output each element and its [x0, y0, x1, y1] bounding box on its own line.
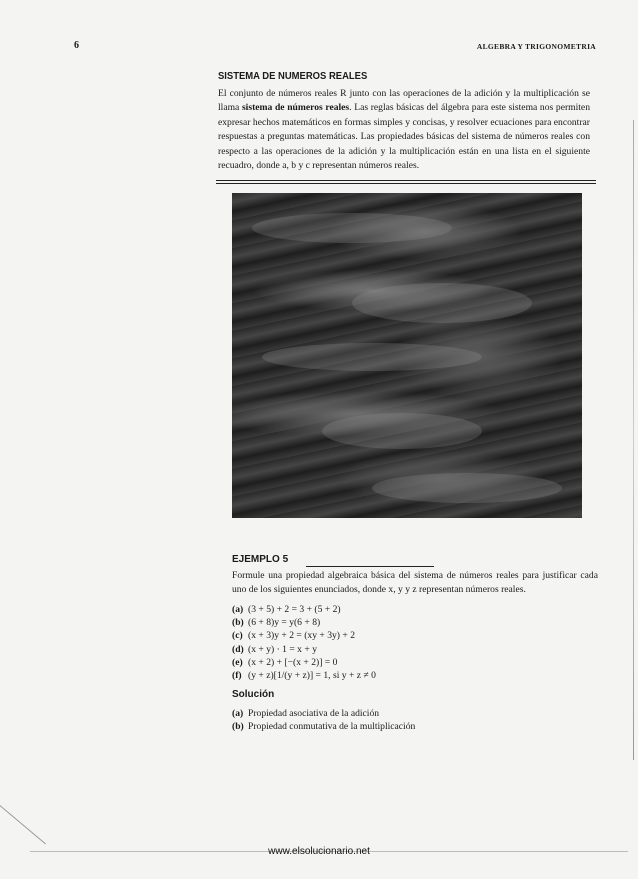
- example-item: [232, 603, 376, 616]
- footer-url[interactable]: www.elsolucionario.net: [268, 846, 370, 857]
- image-smear: [352, 283, 532, 323]
- example-item: [232, 643, 376, 656]
- intro-bold-term: sistema de números reales: [241, 102, 350, 114]
- solution-heading: Solución: [232, 689, 275, 700]
- example-item: [232, 629, 376, 642]
- example-items: [232, 603, 376, 682]
- item-text: Propiedad asociativa de la adición: [248, 708, 380, 719]
- example-item: [232, 616, 376, 629]
- image-smear: [322, 413, 482, 449]
- box-top-rule: [216, 180, 596, 181]
- item-text: (6 + 8)y = y(6 + 8): [248, 617, 321, 629]
- example-statement: Formule una propiedad algebraica básica del sistema de números reales para justificar cada uno de los siguientes enunciados, donde x, y y z representan números reales.: [232, 570, 598, 596]
- box-top-rule-2: [216, 183, 596, 184]
- item-label: (f): [232, 670, 242, 682]
- item-text: (x + 2) + [−(x + 2)] = 0: [248, 656, 338, 668]
- item-text: Propiedad conmutativa de la multiplicación: [248, 721, 416, 733]
- item-text: (3 + 5) + 2 = 3 + (5 + 2): [248, 604, 341, 615]
- properties-box-image: [232, 193, 582, 518]
- image-smear: [262, 343, 482, 371]
- solution-item: [232, 720, 415, 733]
- solution-item: [232, 707, 415, 720]
- item-text: (y + z)[1/(y + z)] = 1, si y + z ≠ 0: [248, 670, 376, 682]
- scan-edge-right: [633, 120, 634, 760]
- item-label: (d): [232, 643, 244, 655]
- item-label: (b): [232, 617, 244, 629]
- example-heading-rule: [306, 566, 434, 567]
- item-label: (b): [232, 721, 244, 733]
- item-label: (a): [232, 604, 244, 615]
- solution-items: [232, 707, 415, 733]
- item-text: (x + 3)y + 2 = (xy + 3y) + 2: [248, 630, 355, 642]
- image-smear: [372, 473, 562, 503]
- example-heading: EJEMPLO 5: [232, 554, 289, 565]
- intro-text-end: . Las reglas básicas del álgebra para este sistema nos permiten expresar hechos matemáticos en formas simples y concisas, y resolver ecuaciones para encontrar respuestas a preguntas matemáticas. Las propiedades básicas del sistema de números reales con respecto a las operaciones de la adición y la multiplicación están en una lista en el siguiente recuadro, donde a, b y c representan números reales.: [218, 102, 590, 172]
- running-head: ALGEBRA Y TRIGONOMETRIA: [476, 42, 596, 51]
- item-label: (e): [232, 656, 243, 668]
- page-number: 6: [74, 40, 79, 51]
- section-title: SISTEMA DE NUMEROS REALES: [218, 70, 368, 82]
- image-smear: [252, 213, 452, 243]
- item-label: (a): [232, 708, 244, 719]
- item-label: (c): [232, 630, 243, 642]
- intro-paragraph: [218, 87, 590, 173]
- example-item: [232, 656, 376, 669]
- intro-text-start: El conjunto de números reales R junto con las operaciones de la adición y la multiplicación se llama: [218, 88, 590, 114]
- item-text: (x + y) · 1 = x + y: [248, 643, 317, 655]
- example-item: [232, 669, 376, 682]
